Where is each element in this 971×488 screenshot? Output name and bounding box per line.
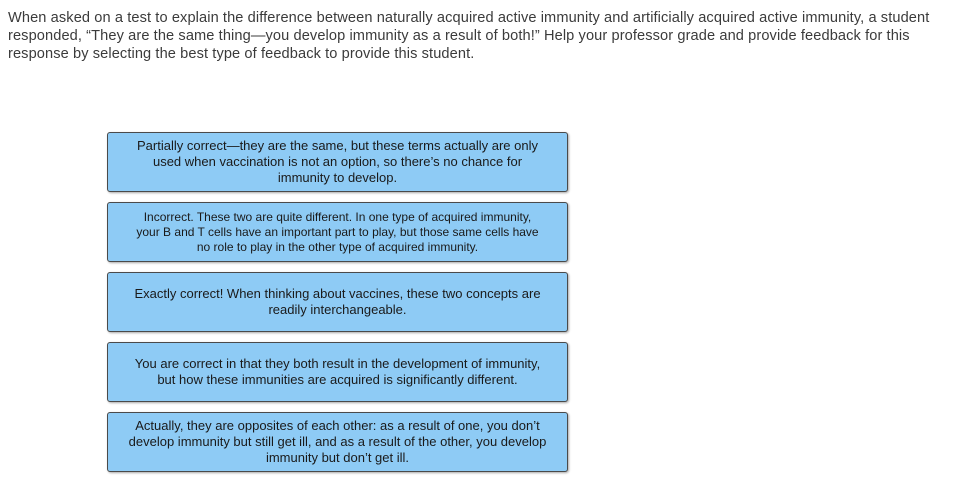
answer-option-opposites[interactable]: Actually, they are opposites of each other: as a result of one, you don’t develop immunity but still get ill, and as a result of the other, you develop immunity but don’t get ill.	[107, 412, 568, 472]
answer-option-exactly-correct[interactable]: Exactly correct! When thinking about vaccines, these two concepts are readily interchangeable.	[107, 272, 568, 332]
answer-option-incorrect[interactable]: Incorrect. These two are quite different. In one type of acquired immunity, your B and T cells have an important part to play, but those same cells have no role to play in the other type of acquired immunity.	[107, 202, 568, 262]
answer-option-correct-but-different[interactable]: You are correct in that they both result in the development of immunity, but how these immunities are acquired is significantly different.	[107, 342, 568, 402]
question-text: When asked on a test to explain the difference between naturally acquired active immunity and artificially acquired active immunity, a student responded, “They are the same thing—you develop immunity as a result of both!” Help your professor grade and provide feedback for this response by selecting the best type of feedback to provide this student.	[8, 10, 930, 62]
answer-option-partially-correct[interactable]: Partially correct—they are the same, but these terms actually are only used when vaccination is not an option, so there’s no chance for immunity to develop.	[107, 132, 568, 192]
answer-options-list	[107, 132, 568, 482]
